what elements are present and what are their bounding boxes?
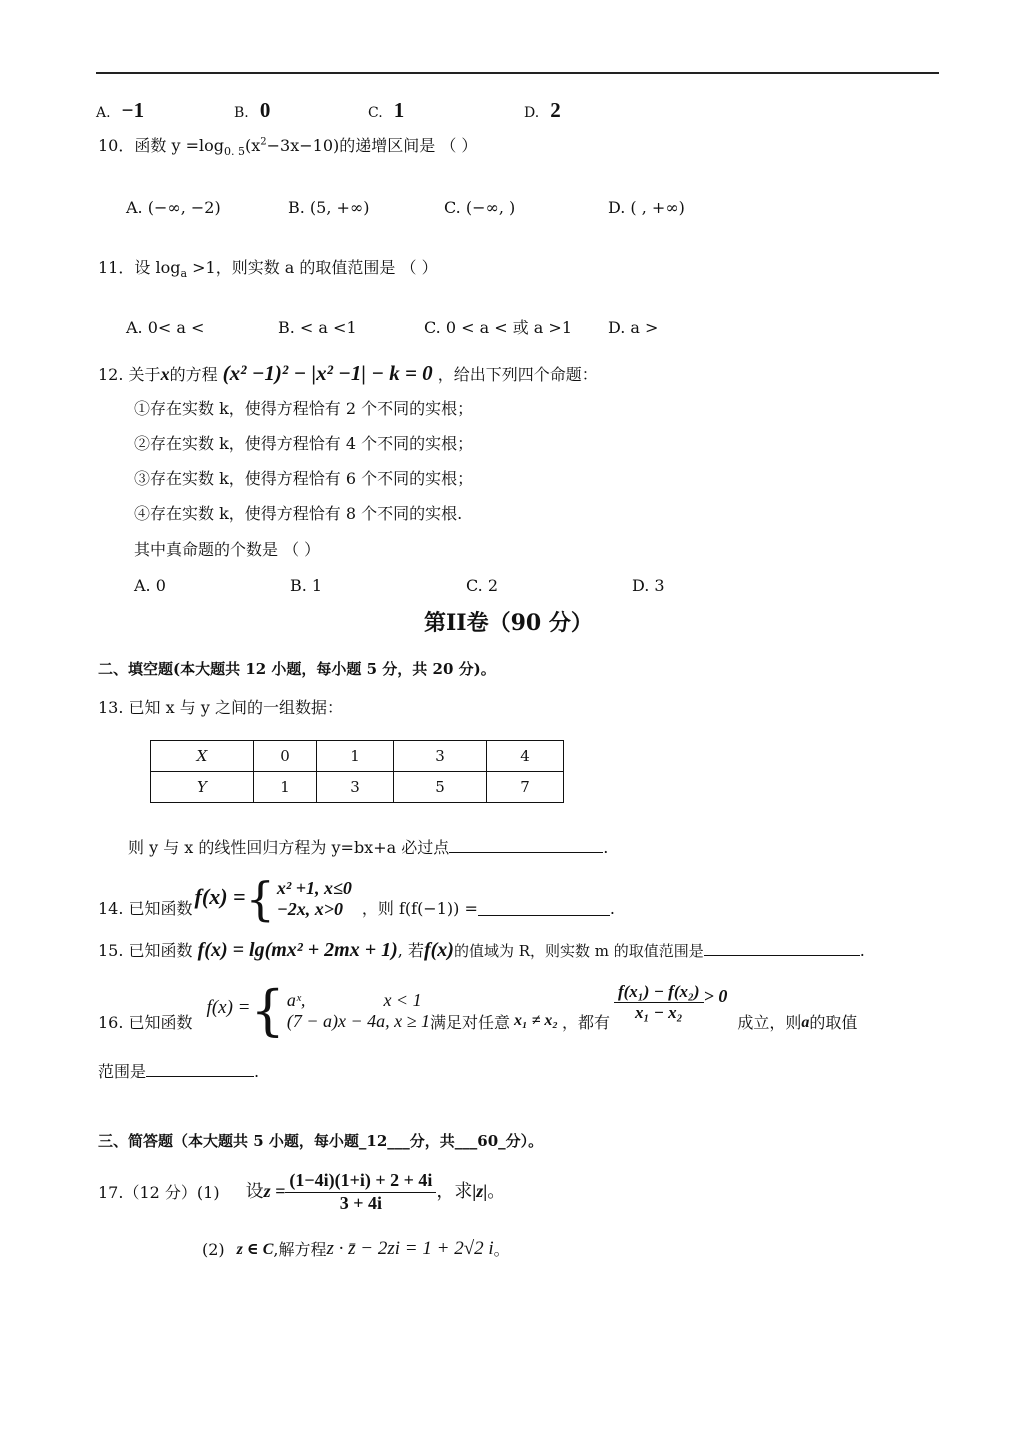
table-cell: 5 — [394, 772, 487, 803]
table-row — [151, 741, 564, 772]
q14-piecewise: { x² +1, x≤0 −2x, x>0 — [245, 872, 352, 926]
q12-option-d: D. 3 — [632, 576, 665, 595]
section2-heading: 二、填空题(本大题共 12 小题，每小题 5 分，共 20 分)。 — [98, 660, 496, 678]
q12-option-c: C. 2 — [466, 576, 499, 595]
answer-blank[interactable] — [478, 914, 610, 916]
q16-stem: 16. 已知函数 f(x) = { aˣ, x < 1 (7 − a)x − 4a, x ≥ 1 满足对任意 x₁ ≠ x₂ ，都有 $\frac{\text{f(x₁) − f(x₂)}}{\text{x₁ − x₂}}$ > 0 成立，则 a 的取值 — [98, 978, 858, 1042]
q11-stem: 11．设 $\log_a >1$，则实数 a 的取值范围是 （ ） — [98, 258, 438, 281]
q11-option-b: B. < a <1 — [278, 318, 357, 337]
answer-blank[interactable] — [704, 954, 860, 956]
q15-stem: 15. 已知函数 f(x) = lg(mx² + 2mx + 1), 若f(x)的值域为 R，则实数 m 的取值范围是 . — [98, 939, 865, 961]
q12-prop-4: ④存在实数 k，使得方程恰有 8 个不同的实根. — [134, 504, 463, 523]
q12-prop-3: ③存在实数 k，使得方程恰有 6 个不同的实根； — [134, 469, 474, 488]
table-cell: X — [151, 741, 254, 772]
q16-piecewise: { aˣ, x < 1 (7 − a)x − 4a, x ≥ 1 — [250, 978, 430, 1042]
table-row — [151, 772, 564, 803]
q10-option-b: B. (5, +∞) — [288, 198, 370, 217]
q17-part2: (2) z ∈ C ,解方程 z · z̄ − 2zi = 1 + 2√2 i 。 — [202, 1238, 510, 1259]
q17-part1: 17.（12 分）(1) 设 z = $\frac{(1-4i)(1+i) + 2 + 4i}{3 + 4i}$ ，求 |z| 。 — [98, 1170, 506, 1213]
q12-prop-2: ②存在实数 k，使得方程恰有 4 个不同的实根； — [134, 434, 474, 453]
table-cell: 7 — [487, 772, 564, 803]
table-cell: Y — [151, 772, 254, 803]
q10-option-c: C. (−∞, ) — [444, 198, 516, 217]
q12-option-a: A. 0 — [134, 576, 166, 595]
q13-stem: 13. 已知 x 与 y 之间的一组数据： — [98, 698, 343, 717]
q10-option-d: D. ( , +∞) — [608, 198, 685, 217]
q12-stem: 12. 关于x的方程 (x² −1)² − |x² −1| − k = 0 ，给出下列四个命题： — [98, 361, 598, 385]
q11-option-a: A. 0< a < — [126, 318, 205, 337]
table-cell: 1 — [317, 741, 394, 772]
q16-line2: 范围是 . — [98, 1062, 260, 1081]
q10-option-a: A. (−∞, −2) — [126, 198, 221, 217]
q17-fraction: $\frac{(1-4i)(1+i) + 2 + 4i}{3 + 4i}$ — [285, 1170, 436, 1214]
q10-stem: 10．函数 $y =\log_{0. 5}(x^2-3x-10)$的递增区间是 （ ） — [98, 136, 478, 159]
q12-option-b: B. 1 — [290, 576, 323, 595]
q16-fraction: $\frac{\text{f(x₁) − f(x₂)}}{\text{x₁ − x₂}}$ — [614, 982, 704, 1024]
answer-blank[interactable] — [146, 1075, 254, 1077]
table-cell: 3 — [394, 741, 487, 772]
q13-question: 则 y 与 x 的线性回归方程为 y=bx+a 必过点 . — [128, 838, 609, 857]
q9-option-d: D. 2 — [524, 98, 561, 122]
q13-data-table — [150, 740, 564, 803]
q11-option-d: D. a > — [608, 318, 659, 337]
answer-blank[interactable] — [449, 851, 603, 853]
header-rule — [96, 72, 939, 74]
q9-option-a: A. −1 — [96, 98, 145, 122]
q14-stem: 14. 已知函数 f(x) = { x² +1, x≤0 −2x, x>0 ，则 f(f(−1)) = . — [98, 872, 615, 926]
q9-option-b: B. 0 — [234, 98, 271, 122]
q12-prop-1: ①存在实数 k，使得方程恰有 2 个不同的实根； — [134, 399, 474, 418]
q12-equation: (x² −1)² − |x² −1| − k = 0 — [222, 361, 433, 385]
q12-question: 其中真命题的个数是 （ ） — [134, 540, 321, 559]
q11-option-c: C. 0 < a < 或 a >1 — [424, 318, 573, 337]
table-cell: 0 — [254, 741, 317, 772]
table-cell: 1 — [254, 772, 317, 803]
q9-option-c: C. 1 — [368, 98, 405, 122]
table-cell: 3 — [317, 772, 394, 803]
table-cell: 4 — [487, 741, 564, 772]
part2-title: 第II卷（90 分） — [424, 610, 593, 636]
section3-heading: 三、简答题（本大题共 5 小题，每小题_12___分，共___60_分）。 — [98, 1132, 544, 1150]
